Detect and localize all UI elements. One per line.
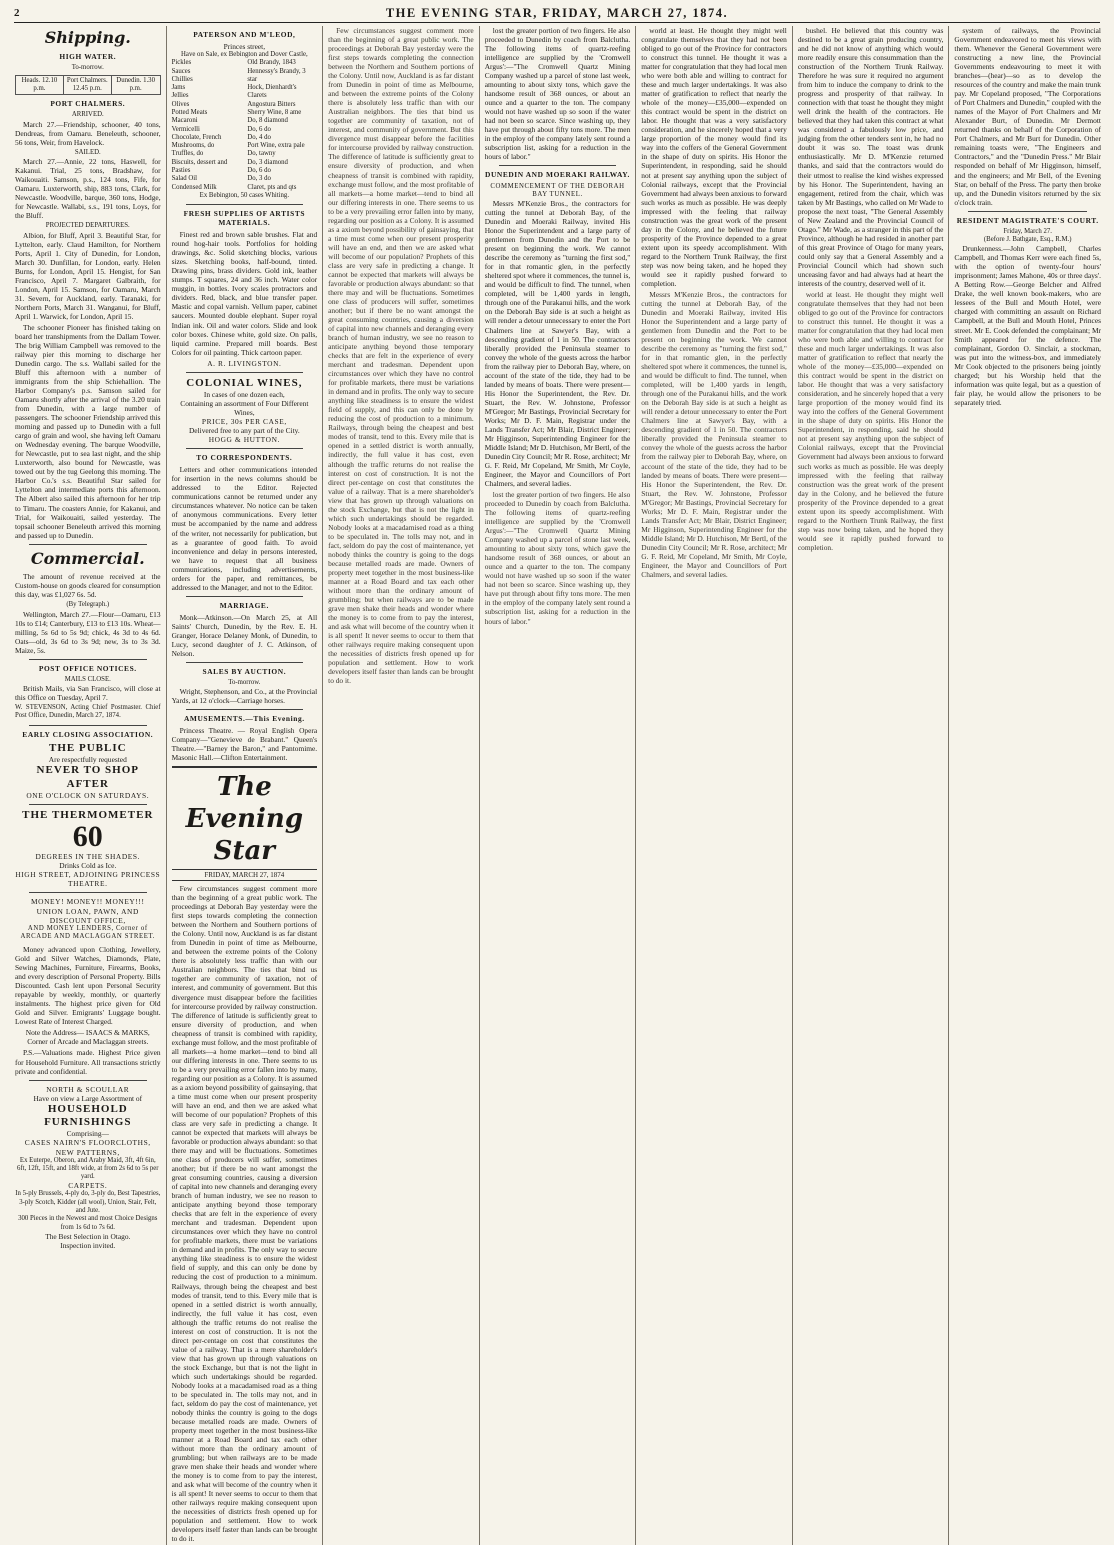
tomorrow-label: To-morrow. [71, 63, 104, 71]
tide-table [15, 75, 161, 96]
list-item: Do, 6 do [247, 125, 271, 133]
arrived-text: March 27.—Friendship, schooner, 40 tons, Dendreas, from Oamaru. Beneleuth, schooner, 56 tons, Weir, from Havelock. [15, 119, 161, 147]
thermometer-ad: THE THERMOMETER 60 DEGREES IN THE SHADES. Drinks Cold as Ice. HIGH STREET, ADJOINING PRINCESS THEATRE. [15, 808, 161, 889]
railway-article: Messrs M'Kenzie Bros., the contractors for cutting the tunnel at Deborah Bay, of the Dunedin and Moeraki Railway, invited His Honor the Superintendent and a large party of gentlemen from Dunedin and the Port to be present on beginning the work. We cannot describe the ceremony as "turning the first sod," for in that romantic glen, in the perfectly sheltered spot where it commences, the tunnel is, and would be difficult to find. The tunnel, when completed, will be 1,400 yards in length, through one of the Purakanui hills, and the work on the Deborah Bay side is at such a height as will render a detour unnecessary to enter the Port Chalmers line at Sawyer's Bay, with a descending gradient of 1 in 50. The contractors liberally provided the Peninsula steamer to convey the whole of the guests across the harbor from the railway pier to Deborah Bay, where, on account of the state of the tide, they had to be landed by means of boats. There were present—His Honor the Superintendent, the Rev. Dr. Stuart, the Rev. W. Johnstone, Professor M'Gregor; Mr Bastings, Provincial Secretary for Works; Mr D. F. Main, Registrar under the Lands Transfer Act; Mr Blair, District Engineer; Mr Higginson, Superintending Engineer for the Middle Island; Mr D. Hutchison, Mr Bertl, of the Dunedin City Council; Mr R. Rose, architect; Mr G. F. Reid, Mr Copeland, Mr Smith, Mr Coyle, Engineer, the Mayor and Councillors of Port Chalmers, and several ladies. [484, 199, 631, 489]
list-item: Angostura Bitters [247, 100, 296, 108]
list-item: Do, 6 do [247, 167, 271, 174]
projected-text: Albion, for Bluff, April 3. Beautiful Star, for Lyttelton, early. Claud Hamilton, for Northern Ports, April 1. City of Dunedin, for London, March 30. Dunfillan, for London, early. Helen Burns, for London, April 15. Hengist, for San Francisco, April 7. Margaret Galbraith, for London, April 15. Samson, for Oamaru, March 31. Severn, for Auckland, early. Taranaki, for Northern Ports, March 31. Wanganui, for Bluff, April 1. Warwick, for London, April 15. [15, 230, 161, 321]
list-item: Sauces [171, 67, 191, 75]
arrived-label: ARRIVED. [71, 111, 104, 119]
column-1: Shipping. HIGH WATER. To-morrow. Heads. 12.10 p.m. Port Chalmers. 12.45 p.m. Dunedin. 1.30 p.m. PORT CHALMERS. ARRIVED. March 27.—Friendship, schooner, 40 tons, Dendreas, from Oamaru. Beneleuth, schooner, 56 tons, Weir, from Havelock. SAILED. March 27.—Annie, 22 tons, Haswell, for Kakanui. Trial, 25 tons, Bradshaw, for Waikouaiti. Samson, p.s., 124 tons, Fife, for Oamaru. Luxterworth, ship, 883 tons, Clark, for Newcastle. Woodville, barque, 360 tons, Hodge, for Newcastle. Wallabi, s.s., 191 tons, Loys, for the Bluff. PROJECTED DEPARTURES. Albion, for Bluff, April 3. Beautiful Star, for Lyttelton, early. Claud Hamilton, for Northern Ports, April 1. City of Dunedin, for London, March 30. Dunfillan, for London, early. Helen Burns, for London, April 15. Hengist, for San Francisco, April 7. Margaret Galbraith, for London, April 15. Samson, for Oamaru, March 31. Severn, for Auckland, early. Taranaki, for Northern Ports, March 31. Wanganui, for Bluff, April 1. Warwick, for London, April 15. The schooner Pioneer has finished taking on board her transhipments from the Dallam Tower. The brig William Campbell was removed to the railway pier this morning to discharge her Dunedin cargo. The s.s. Wallabi sailed for the Bluff this afternoon with a number of immigrants from the ship Schiehallion. The Harbor Company's p.s. Samson sailed for Oamaru shortly after the arrival of the 3.20 train from Dunedin, with a large number of passengers. The schooner Friendship arrived this morning and passed up to Dunedin with a full cargo of grain and wool, she having left Oamaru on Wednesday evening. The barque Woodville, for Newcastle, put to sea last night, and the ship Luxterworth, also bound for Newcastle, was towed out by the tug Geelong this morning. The Harbor Co.'s s.s. Beautiful Star sailed for Lyttelton and intermediate ports this afternoon. The Albert also sailed this afternoon for her trip to Timaru. The coasters Annie, for Kakanui, and Trial, for Waikouaiti, sailed yesterday. The topsail schooner Beneleuth arrived this morning and passed up to Dunedin. Commercial. The amount of revenue received at the Custom-house on goods cleared for consumption this day, was £1,027 6s. 5d. (By Telegraph.) Wellington, March 27.—Flour—Oamaru, £13 10s to £14; Canterbury, £13 to £13 10s. Wheat—milling, 5s 6d to 5s 9d; chick, 4s 3d to 4s 6d. Oats—old, 3s 6d to 3s 9d; new, 3s to 3s 3d. Maize, 5s. POST OFFICE NOTICES. MAILS CLOSE. British Mails, via San Francisco, will close at this Office on Tuesday, April 7. W. STEVENSON, Acting Chief Postmaster. Chief Post Office, Dunedin, March 27, 1874. EARLY CLOSING ASSOCIATION. THE PUBLIC Are respectfully requested NEVER TO SHOP AFTER ONE O'CLOCK ON SATURDAYS. THE THERMOMETER 60 DEGREES IN THE SHADES. Drinks Cold as Ice. HIGH STREET, ADJOINING PRINCESS THEATRE. MONEY! MONEY!! MONEY!!! UNION LOAN, PAWN, AND DISCOUNT OFFICE, AND MONEY LENDERS, Corner of ARCADE AND MACLAGGAN STREET. Money advanced upon Clothing, Jewellery, Gold and Silver Watches, Diamonds, Plate, Sewing Machines, Furniture, Firearms, Books, and every description of Personal Property. Bills Discounted. Cash lent upon Personal Security repayable by weekly, monthly, or quarterly instalments. The highest price given for Old Gold and Silver. Emigrants' Luggage bought. Lowest Rate of Interest Charged. Note the Address— ISAACS & MARKS, Corner of Arcade and Maclaggan streets. P.S.—Valuations made. Highest Price given for Household Furniture. All transactions strictly private and confidential. NORTH & SCOULLAR Have on view a Large Assortment of HOUSEHOLD FURNISHINGS Comprising— CASES NAIRN'S FLOORCLOTHS, NEW PATTERNS, Ex Euterpe, Oberon, and Araby Maid, 3ft, 4ft 6in, 6ft, 12ft, 15ft, and 18ft wide, at from 2s 6d to 5s per yard. CARPETS. In 5-ply Brussels, 4-ply do, 3-ply do, Best Tapestries, 3-ply Scotch, Kidder (all wool), Union, Stair, Felt, and Jute. 300 Pieces in the Newest and most Choice Designs from 1s 6d to 7s 6d. The Best Selection in Otago. Inspection invited. [10, 26, 167, 1545]
sailed-label: SAILED. [74, 148, 101, 156]
list-item: Macaroni [171, 117, 198, 125]
correspondents-body: Letters and other communications intended for insertion in the news columns should be addressed to the Editor. Rejected communications cannot be returned under any circumstances whatever. No notice can be taken of anonymous communications. Every letter must be accompanied by the name and address of the writer, not necessarily for publication, but as a guarantee of good faith. To avoid inconvenience and delay in persons interested, we have to request that all business communications, including advertisements, orders for the paper, and remittances, be addressed to the Manager, and not to the Editor. [171, 465, 318, 592]
correspondents-heading: TO CORRESPONDENTS. [196, 453, 293, 463]
list-item: Sherry Wine, 8 ame [247, 109, 302, 117]
leader-text: Few circumstances suggest comment more than the beginning of a great public work. The proceedings at Deborah Bay yesterday were the first steps towards completing the connection between the Northern and Southern portions of the Colony. Until now, Auckland is as far distant from Dunedin in point of time as Melbourne, and between the extreme points of the Colony there is absolutely less traffic than with our Australian neighbors. The ties that bind us together are community of taxation, not of interest, and community of government. But this divergence must disappear before the facilities for intercourse provided by railway construction. The difference of latitude is sufficiently great to ensure diversity of production, and when cheapness of transit is combined with rapidity, exchange must follow, and the most profitable of all markets—a home market—tend to bind all our differing interests in one. There seems to us to be a very prevailing error fallen into by many, regarding our position as a Colony. It is assumed as a axiom beyond possibility of gainsaying, that a time must come when our present prosperity will have an end, and then we are asked what will become of our population? Prophets of this class are very safe in predicting a change. It cannot be expected that markets will always be favorable or production always abundant: so that there may and will be fluctuations. Sometimes one class of producers will suffer, sometimes another; but if there be no want amongst the great consuming countries, causing a diversion of capital into new channels and deranging every branch of human industry, we see no reason to anticipate anything beyond those temporary checks that are felt in the experience of every merchant and tradesman. Dependent upon circumstances over which they have no control for profitable markets, there must be variations in demand and in profits. The only way to secure anything like steadiness is to ensure the widest field of supply, and this can only be done by reducing the cost of production to a minimum. Railways, through being the cheapest and best modes of transit, tend to this. Every mile that is opened in a settled district is worth annually, indirectly, the full value it has cost, even although the traffic returns do not realise the interest on cost of construction. It is not the direct per-centage on cost that constitutes the value of a railway. That is a mere shareholder's view that has grown up through valuations on the stock Exchange, but that is not the light in which such undertakings should be regarded. Nobody looks at a macadamised road as a thing to be speculated in. The tolls may not, and in fact, seldom do pay the cost of maintenance, yet nobody thinks the country is going to the dogs because metalled roads are made. Owners of property meet together in the most business-like manner at a Road Board and tax each other without more than the ordinary amount of grumbling; but when railways are to be made grave men shake their heads and wonder where the money is to come from to pay the interest, and ask what will become of the country when it is all spent! It never seems to occur to them that other railways require making consequent upon the necessities of districts fresh opened up for population and settlement. How to work developers itself faster than lands can be brought to do it. [171, 884, 318, 1544]
tide-dunedin: Dunedin. 1.30 p.m. [116, 76, 155, 93]
column-4-continued: lost the greater portion of two fingers. He also proceeded to Dunedin by coach from Balclutha. The following items of quartz-reefing intelligence are supplied by the 'Cromwell Argus':—"The Cromwell Quartz Mining Company washed up a parcel of stone last week, amounting to about sixty tons, which gave the handsome result of 368 ounces, or about an ounce and a quarter to the ton. The company would not have washed up so soon if the water had not been so scarce. Since washing up, they have put through about fifty tons more. The men in the employ of the company lately sent round a subscription list, asking for a reduction in the hours of labor." [484, 26, 631, 162]
list-item: Mushrooms, do [171, 142, 215, 150]
telegraph-label: (By Telegraph.) [66, 601, 110, 609]
list-item: Hennessy's Brandy, 3 star [247, 67, 306, 83]
early-closing-ad: EARLY CLOSING ASSOCIATION. THE PUBLIC Are respectfully requested NEVER TO SHOP AFTER ONE O'CLOCK ON SATURDAYS. [15, 730, 161, 800]
list-item: Do, 3 do [247, 175, 271, 183]
leader-text-continued: Few circumstances suggest comment more than the beginning of a great public work. The proceedings at Deborah Bay yesterday were the first steps towards completing the connection between the Northern and Southern portions of the Colony. Until now, Auckland is as far distant from Dunedin in point of time as Melbourne, and between the extreme points of the Colony there is absolutely less traffic than with our Australian neighbors. The ties that bind us together are community of taxation, not of interest, and community of government. But this divergence must disappear before the facilities for intercourse provided by railway construction. The difference of latitude is sufficiently great to ensure diversity of production, and when cheapness of transit is combined with rapidity, exchange must follow, and the most profitable of all markets—a home market—tend to bind all our differing interests in one. There seems to us to be a very prevailing error fallen into by many, regarding our position as a Colony. It is assumed as a axiom beyond possibility of gainsaying, that a time must come when our present prosperity will have an end, and then we are asked what will become of our population? Prophets of this class are very safe in predicting a change. It cannot be expected that markets will always be favorable or production always abundant: so that there may and will be fluctuations. Sometimes one class of producers will suffer, sometimes another; but if there be no want amongst the great consuming countries, causing a diversion of capital into new channels and deranging every branch of human industry, we see no reason to anticipate anything beyond those temporary checks that are felt in the experience of every merchant and tradesman. Dependent upon circumstances over which they have no control for profitable markets, there must be variations in demand and in profits. The only way to secure anything like steadiness is to ensure the widest field of supply, and this can only be done by reducing the cost of production to a minimum. Railways, through being the cheapest and best modes of transit, tend to this. Every mile that is opened in a settled district is worth annually, indirectly, the full value it has cost, even although the traffic returns do not realise the interest on cost of construction. It is not the direct per-centage on cost that constitutes the value of a railway. That is a mere shareholder's view that has grown up through valuations on the stock Exchange, but that is not the light in which such undertakings should be regarded. Nobody looks at a macadamised road as a thing to be speculated in. The tolls may not, and in fact, seldom do pay the cost of maintenance, yet nobody thinks the country is going to the dogs because metalled roads are made. Owners of property meet together in the most business-like manner at a Road Board and tax each other without more than the ordinary amount of grumbling; but when railways are to be made grave men shake their heads and wonder where the money is to come from to pay the interest, and ask what will become of the country when it is all spent! It never seems to occur to them that other railways require making consequent upon the necessities of districts fresh opened up for population and settlement. How to work developers itself faster than lands can be brought to do it. [328, 26, 474, 686]
rm-court-heading: RESIDENT MAGISTRATE'S COURT. [956, 215, 1099, 225]
marriage-body: Monk—Atkinson.—On March 25, at All Saints' Church, Dunedin, by the Rev. E. H. Granger, Horace Delaney Monk, of Dunedin, to Lucy, second daughter of J. C. Atkinson, of Nelson. [171, 612, 318, 658]
list-item: Salad Oil [171, 175, 198, 183]
list-item: Jams [171, 84, 186, 92]
artists-heading: FRESH SUPPLIES OF ARTISTS MATERIALS. [183, 209, 306, 228]
list-item: Do, tawny [247, 150, 276, 158]
list-item: Chillies [171, 75, 193, 83]
column-7: system of railways, the Provincial Government endeavored to meet his views with them. Whenever the General Government were constructing a new line, the Provincial Governments endeavouring to meet it with branches—(hear)—so as to develop the resources of the country and make the main trunk pay. Mr Copeland proposed, "The Corporations of Port Chalmers and Dunedin," coupled with the names of the Mayor of Port Chalmers and Mr Alexander Burt, of Dunedin. Mr Dermott returned thanks on behalf of the Corporation of Port Chalmers, and Mr Burt for Dunedin. Other remaining toasts were, "The Engineers and Contractors," and the "Dunedin Press." Mr Blair responded on behalf of Mr Higginson, himself, and the engineers; and Mr Bell, of the Evening Star, on behalf of the Press. The party then broke up, and the Dunedin visitors returned by the six o'clock train. RESIDENT MAGISTRATE'S COURT. Friday, March 27. (Before J. Bathgate, Esq., R.M.) Drunkenness.—John Campbell, Charles Campbell, and Thomas Kerr were each fined 5s, with the option of twenty-four hours' imprisonment; James Mahone, 40s or three days'. A Betting Row.—George Belcher and Alfred Drake, the well known book-makers, who are lessees of the Bull and Mouth Hotel, were charged with committing an assault on Richard Campbell, at the Bull and Mouth Hotel, Princes street. Mr E. Cook defended the complainant; Mr Smith appeared for the defence. The complainant, Gordon O. Sinclair, a stockman, was put into the witness-box, and immediately Mr Cook objected to the prisoners being jointly charged; but his Worship held that the information was quite legal, but as a question of fair play, he would allow the prisoners to be separately tried. [954, 26, 1101, 407]
list-item: Biscuits, dessert and Pasties [171, 158, 228, 174]
colonial-wines-ad: COLONIAL WINES, In cases of one dozen each, Containing an assortment of Four Different Wines, PRICE, 30s PER CASE, Delivered free to any part of the City. HOGG & HUTTON. [180, 376, 309, 445]
post-office-body: British Mails, via San Francisco, will close at this Office on Tuesday, April 7. [15, 684, 161, 703]
column-4: lost the greater portion of two fingers. He also proceeded to Dunedin by coach from Balclutha. The following items of quartz-reefing intelligence are supplied by the 'Cromwell Argus':—"The Cromwell Quartz Mining Company washed up a parcel of stone last week, amounting to about sixty tons, which gave the handsome result of 368 ounces, or about an ounce and a quarter to the ton. The company would not have washed up so soon if the water had not been so scarce. Since washing up, they have put through about fifty tons more. The men in the employ of the company lately sent round a subscription list, asking for a reduction in the hours of labor." DUNEDIN AND MOERAKI RAILWAY. COMMENCEMENT OF THE DEBORAH BAY TUNNEL. Messrs M'Kenzie Bros., the contractors for cutting the tunnel at Deborah Bay, of the Dunedin and Moeraki Railway, invited His Honor the Superintendent and a large party of gentlemen from Dunedin and the Port to be present on beginning the work. We cannot describe the ceremony as "turning the first sod," for in that romantic glen, in the perfectly sheltered spot where it commences, the tunnel is, and would be difficult to find. The tunnel, when completed, will be 1,400 yards in length, through one of the Purakanui hills, and the work on the Deborah Bay side is at such a height as will render a detour unnecessary to enter the Port Chalmers line at Sawyer's Bay, with a descending gradient of 1 in 50. The contractors liberally provided the Peninsula steamer to convey the whole of the guests across the harbor from the railway pier to Deborah Bay, where, on account of the state of the tide, they had to be landed by means of boats. There were present—His Honor the Superintendent, the Rev. Dr. Stuart, the Rev. W. Johnstone, Professor M'Gregor; Mr Bastings, Provincial Secretary for Works; Mr D. F. Main, Registrar under the Lands Transfer Act; Mr Blair, District Engineer; Mr Higginson, Superintending Engineer for the Middle Island; Mr D. Hutchison, Mr Bertl, of the Dunedin City Council; Mr R. Rose, architect; Mr G. F. Reid, Mr Copeland, Mr Smith, Mr Coyle, Engineer, the Mayor and Councillors of Port Chalmers, and several ladies. lost the greater portion of two fingers. He also proceeded to Dunedin by coach from Balclutha. The following items of quartz-reefing intelligence are supplied by the 'Cromwell Argus':—"The Cromwell Quartz Mining Company washed up a parcel of stone last week, amounting to about sixty tons, which gave the handsome result of 368 ounces, or about an ounce and a quarter to the ton. The company would not have washed up so soon if the water had not been so scarce. Since washing up, they have put through about fifty tons more. The men in the employ of the company lately sent round a subscription list, asking for a reduction in the hours of labor." [480, 26, 637, 1545]
masthead [14, 6, 1100, 23]
shipping-heading: Shipping. [44, 28, 131, 47]
list-item: Truffles, do [171, 150, 204, 158]
list-item: Vermicelli [171, 125, 200, 133]
column-5: world at least. He thought they might well congratulate themselves that they had not been obliged to go out of the Province for contractors to construct this tunnel. He thought it was a matter for congratulation that they had local men who were both able and willing to contract for these and much larger undertakings. It was also matter of gratification to reflect that nearly the whole of the money—£35,000—expended on this contract would be spent in the district on labor. He thought that was a very satisfactory consideration, and he sincerely hoped that a very large proportion of the money would find its way into the coffers of the General Government in the shape of duty on spirits. His Honor the Superintendent, in responding, said he should not at present say anything upon the subject of Colonial railways, except that the Provincial Government had always been anxious to forward such works as much as possible. He was deeply impressed with the feeling that railway construction was the great work of the present day in the Colony, and he believed the future prosperity of the Province depended to a great extent upon its speedy accomplishment. With regard to the Northern Trunk Railway, the first step was now being taken, and he hoped they would see it rapidly pushed forward to completion. Messrs M'Kenzie Bros., the contractors for cutting the tunnel at Deborah Bay, of the Dunedin and Moeraki Railway, invited His Honor the Superintendent and a large party of gentlemen from Dunedin and the Port to be present on beginning the work. We cannot describe the ceremony as "turning the first sod," for in that romantic glen, in the perfectly sheltered spot where it commences, the tunnel is, and would be difficult to find. The tunnel, when completed, will be 1,400 yards in length, through one of the Purakanui hills, and the work on the Deborah Bay side is at such a height as will render a detour unnecessary to enter the Port Chalmers line at Sawyer's Bay, with a descending gradient of 1 in 50. The contractors liberally provided the Peninsula steamer to convey the whole of the guests across the harbor from the railway pier to Deborah Bay, where, on account of the state of the tide, they had to be landed by means of boats. There were present—His Honor the Superintendent, the Rev. Dr. Stuart, the Rev. W. Johnstone, Professor M'Gregor; Mr Bastings, Provincial Secretary for Works; Mr D. F. Main, Registrar under the Lands Transfer Act; Mr Blair, District Engineer; Mr Higginson, Superintending Engineer for the Middle Island; Mr D. Hutchison, Mr Bertl, of the Dunedin City Council; Mr R. Rose, architect; Mr G. F. Reid, Mr Copeland, Mr Smith, Mr Coyle, Engineer, the Mayor and Councillors of Port Chalmers, and several ladies. [636, 26, 793, 1545]
post-office-heading: POST OFFICE NOTICES. [38, 663, 137, 673]
list-item: Hock, Dienhardt's [247, 84, 297, 92]
column-6: bushel. He believed that this country was destined to be a great grain producing country, and he did not know of anything which would more readily ensure this consummation than the construction of the Northern Trunk Railway. Therefore he was sure it required no argument from him to induce the company to drink to the progress and prosperity of that railway. In connection with that toast he thought they might well drink the health of the contractors. He believed that they had taken this contract at what was considered a fabulously low price, and judging from the other tenders sent in, he had no doubt it was so. The toast was drunk enthusiastically. Mr D. M'Kenzie returned thanks, and said that the contractors would do their utmost to realise the kind wishes expressed by his Honor. The Superintendent, having an engagement, retired from the chair, which was taken by Mr Bastings, who called on Mr Wade to propose the next toast, "The General Assembly of New Zealand and the Provincial Council of Otago." Mr Wade, as a stranger in this part of the Province, although he had resided in another part of this great Province of Otago for many years, could only say that a General Assembly and a Provincial Council which had shown such unceasing favor and had always had at heart the interests of the country, deserved well of it. world at least. He thought they might well congratulate themselves that they had not been obliged to go out of the Province for contractors to construct this tunnel. He thought it was a matter for congratulation that they had local men who were both able and willing to contract for these and much larger undertakings. It was also matter of gratification to reflect that nearly the whole of the money—£35,000—expended on this contract would be spent in the district on labor. He thought that was a very satisfactory consideration, and he sincerely hoped that a very large proportion of the money would find its way into the coffers of the General Government in the shape of duty on spirits. His Honor the Superintendent, in responding, said he should not at present say anything upon the subject of Colonial railways, except that the Provincial Government had always been anxious to forward such works as much as possible. He was deeply impressed with the feeling that railway construction was the great work of the present day in the Colony, and he believed the future prosperity of the Province depended to a great extent upon its speedy accomplishment. With regard to the Northern Trunk Railway, the first step was now being taken, and he hoped they would see it rapidly pushed forward to completion. [793, 26, 950, 1545]
projected-label: PROJECTED DEPARTURES. [45, 222, 130, 230]
column-2: PATERSON AND M'LEOD, Princes street, Have on Sale, ex Bebington and Dover Castle, Pickles Sauces Chillies Jams Jellies Olives Potted Meats Macaroni Vermicelli Chocolate, French Mushrooms, do Truffles, do Biscuits, dessert and Pasties Salad Oil Condensed Milk Old Brandy, 1843 Hennessy's Brandy, 3 star Hock, Dienhardt's Clarets Angostura Bitters Sherry Wine, 8 ame Do, 8 diamond Do, 6 do Do, 4 do Port Wine, extra pale Do, tawny Do, 3 diamond Do, 6 do Do, 3 do Claret, pts and qts Ex Bebington, 50 cases Whiting. FRESH SUPPLIES OF ARTISTS MATERIALS. Finest red and brown sable brushes. Flat and round hog-hair tools. Portfolios for holding drawings, &c. Solid sketching blocks, various sizes. Sketching books, half-bound, tinted. Drawing pins, brass dividers. Gold ink, leather stumps. T squares, 24 and 36 inch. Water color muggin, in bottles. Ivory scales protractors and dividers. Red, black, and blue transfer paper. Mastic and copal varnish. Vellum paper, cabinet saucers. Mounted double elephant. Super royal Indian ink. Oil and water colors. Slide and look color boxes. Chinese white, gold size. On palls, liquid carmine. Prepared mill boards. Best Colors for oil painting. Thick cartoon paper. A. R. LIVINGSTON. COLONIAL WINES, In cases of one dozen each, Containing an assortment of Four Different Wines, PRICE, 30s PER CASE, Delivered free to any part of the City. HOGG & HUTTON. TO CORRESPONDENTS. Letters and other communications intended for insertion in the news columns should be addressed to the Editor. Rejected communications cannot be returned under any circumstances whatever. No notice can be taken of anonymous communications. Every letter must be accompanied by the name and address of the writer, not necessarily for publication, but as a guarantee of good faith. To avoid inconvenience and delay in persons interested, we have to request that all business communications, including advertisements, orders for the paper, and remittances, be addressed to the Manager, and not to the Editor. MARRIAGE. Monk—Atkinson.—On March 25, at All Saints' Church, Dunedin, by the Rev. E. H. Granger, Horace Delaney Monk, of Dunedin, to Lucy, second daughter of J. C. Atkinson, of Nelson. SALES BY AUCTION. To-morrow. Wright, Stephenson, and Co., at the Provincial Yards, at 12 o'clock—Carriage horses. AMUSEMENTS.—This Evening. Princess Theatre. — Royal English Opera Company—"Genevieve de Brabant." Queen's Theatre.—"Barney the Baron," and Pantomime. Masonic Hall.—Clifton Entertainment. The Evening Star FRIDAY, MARCH 27, 1874 Few circumstances suggest comment more than the beginning of a great public work. The proceedings at Deborah Bay yesterday were the first steps towards completing the connection between the Northern and Southern portions of the Colony. Until now, Auckland is as far distant from Dunedin in point of time as Melbourne, and between the extreme points of the Colony there is absolutely less traffic than with our Australian neighbors. The ties that bind us together are community of taxation, not of interest, and community of government. But this divergence must disappear before the facilities for intercourse provided by railway construction. The difference of latitude is sufficiently great to ensure diversity of production, and when cheapness of transit is combined with rapidity, exchange must follow, and the most profitable of all markets—a home market—tend to bind all our differing interests in one. There seems to us to be a very prevailing error fallen into by many, regarding our position as a Colony. It is assumed as a axiom beyond possibility of gainsaying, that a time must come when our present prosperity will have an end, and then we are asked what will become of our population? Prophets of this class are very safe in predicting a change. It cannot be expected that markets will always be favorable or production always abundant: so that there may and will be fluctuations. Sometimes one class of producers will suffer, sometimes another; but if there be no want amongst the great consuming countries, causing a diversion of capital into new channels and deranging every branch of human industry, we see no reason to anticipate anything beyond those temporary checks that are felt in the experience of every merchant and tradesman. Dependent upon circumstances over which they have no control for profitable markets, there must be variations in demand and in profits. The only way to secure anything like steadiness is to ensure the widest field of supply, and this can only be done by reducing the cost of production to a minimum. Railways, through being the cheapest and best modes of transit, tend to this. Every mile that is opened in a settled district is worth annually, indirectly, the full value it has cost, even although the traffic returns do not realise the interest on cost of construction. It is not the direct per-centage on cost that constitutes the value of a railway. That is a mere shareholder's view that has grown up through valuations on the stock Exchange, but that is not the light in which such undertakings should be regarded. Nobody looks at a macadamised road as a thing to be speculated in. The tolls may not, and in fact, seldom do pay the cost of maintenance, yet nobody thinks the country is going to the dogs because metalled roads are made. Owners of property meet together in the most business-like manner at a Road Board and tax each other without more than the ordinary amount of grumbling; but when railways are to be made grave men shake their heads and wonder where the money is to come from to pay the interest, and ask what will become of the country when it is all spent! It never seems to occur to them that other railways require making consequent upon the necessities of districts fresh opened up for population and settlement. How to work developers itself faster than lands can be brought to do it. [167, 26, 324, 1545]
commercial-body: The amount of revenue received at the Custom-house on goods cleared for consumption this day, was £1,027 6s. 5d. [15, 572, 161, 600]
list-item: Jellies [171, 92, 189, 100]
masthead-title: THE EVENING STAR, FRIDAY, MARCH 27, 1874. [385, 6, 729, 21]
union-loan-body: Money advanced upon Clothing, Jewellery, Gold and Silver Watches, Diamonds, Plate, Sewing Machines, Furniture, Firearms, Books, and every description of Personal Property. Bills Discounted. Cash lent upon Personal Security repayable by weekly, monthly, or quarterly instalments. The highest price given for Old Gold and Silver. Emigrants' Luggage bought. Lowest Rate of Interest Charged. [15, 945, 161, 1027]
column-3 [323, 26, 480, 1545]
column-6-body: bushel. He believed that this country was destined to be a great grain producing country, and he did not know of anything which would more readily ensure this consummation than the construction of the Northern Trunk Railway. Therefore he was sure it required no argument from him to induce the company to drink to the progress and prosperity of that railway. In connection with that toast he thought they might well drink the health of the contractors. He believed that they had taken this contract at what was considered a fabulously low price, and judging from the other tenders sent in, he had no doubt it was so. The toast was drunk enthusiastically. Mr D. M'Kenzie returned thanks, and said that the contractors would do their utmost to realise the kind wishes expressed by his Honor. The Superintendent, having an engagement, retired from the chair, which was taken by Mr Bastings, who called on Mr Wade to propose the next toast, "The General Assembly of New Zealand and the Provincial Council of Otago." Mr Wade, as a stranger in this part of the Province, although he had resided in another part of this great Province of Otago for many years, could only say that a General Assembly and a Provincial Council which had shown such unceasing favor and had always had at heart the interests of the country, deserved well of it. [797, 26, 944, 288]
tide-heads: Heads. 12.10 p.m. [16, 76, 64, 95]
evening-star-title: The Evening Star [185, 772, 304, 866]
high-water-heading: HIGH WATER. [59, 51, 117, 61]
list-item: Olives [171, 100, 190, 108]
list-item: Port Wine, extra pale [247, 142, 305, 150]
sailed-text: March 27.—Annie, 22 tons, Haswell, for Kakanui. Trial, 25 tons, Bradshaw, for Waikouaiti. Samson, p.s., 124 tons, Fife, for Oamaru. Luxterworth, ship, 883 tons, Clark, for Newcastle. Woodville, barque, 360 tons, Hodge, for Newcastle. Wallabi, s.s., 191 tons, Loys, for the Bluff. [15, 157, 161, 221]
list-item: Clarets [247, 92, 267, 100]
telegraph-text: Wellington, March 27.—Flour—Oamaru, £13 10s to £14; Canterbury, £13 to £13 10s. Wheat—milling, 5s 6d to 5s 9d; chick, 4s 3d to 4s 6d. Oats—old, 3s 6d to 3s 9d; new, 3s to 3s 3d. Maize, 5s. [15, 609, 161, 655]
paterson-list [172, 59, 318, 192]
shipping-news: The schooner Pioneer has finished taking on board her transhipments from the Dallam Tower. The brig William Campbell was removed to the railway pier this morning to discharge her Dunedin cargo. The s.s. Wallabi sailed for the Bluff this afternoon with a number of immigrants from the ship Schiehallion. The Harbor Company's p.s. Samson sailed for Oamaru shortly after the arrival of the 3.20 train from Dunedin, with a large number of passengers. The schooner Friendship arrived this morning and passed up to Dunedin with a full cargo of grain and wool, she having left Oamaru on Wednesday evening. The barque Woodville, for Newcastle, put to sea last night, and the ship Luxterworth, also bound for Newcastle, was towed out by the tug Geelong this morning. The Harbor Co.'s s.s. Beautiful Star sailed for Lyttelton and intermediate ports this afternoon. The Albert also sailed this afternoon for her trip to Timaru. The coasters Annie, for Kakanui, and Trial, for Waikouaiti, sailed yesterday. The topsail schooner Beneleuth arrived this morning and passed up to Dunedin. [15, 322, 161, 540]
mails-label: MAILS CLOSE. [64, 675, 111, 683]
early-closing-heading: EARLY CLOSING ASSOCIATION. [22, 729, 154, 739]
list-item: Condensed Milk [171, 183, 217, 191]
columns [10, 26, 1106, 1544]
artists-body: Finest red and brown sable brushes. Flat and round hog-hair tools. Portfolios for holding drawings, &c. Solid sketching blocks, various sizes. Sketching books, half-bound, tinted. Drawing pins, brass dividers. Gold ink, leather stumps. T squares, 24 and 36 inch. Water color muggin, in bottles. Ivory scales protractors and dividers. Red, black, and blue transfer paper. Mastic and copal varnish. Vellum paper, cabinet saucers. Mounted double elephant. Super royal Indian ink. Oil and water colors. Slide and look color boxes. Chinese white, gold size. On palls, liquid carmine. Prepared mill boards. Best Colors for oil painting. Thick cartoon paper. [171, 230, 318, 357]
paterson-heading: PATERSON AND M'LEOD, [193, 30, 296, 39]
rm-court-body: Drunkenness.—John Campbell, Charles Campbell, and Thomas Kerr were each fined 5s, with the option of twenty-four hours' imprisonment; James Mahone, 40s or three days'. A Betting Row.—George Belcher and Alfred Drake, the well known book-makers, who are lessees of the Bull and Mouth Hotel, were charged with committing an assault on Richard Campbell, at the Bull and Mouth Hotel, Princes street. Mr E. Cook defended the complainant; Mr Smith appeared for the defence. The complainant, Gordon O. Sinclair, a stockman, was put into the witness-box, and immediately Mr Cook objected to the prisoners being jointly charged; but his Worship held that the information was quite legal, but as a question of fair play, he would allow the prisoners to be separately tried. [954, 244, 1101, 407]
dunedin-railway-heading: DUNEDIN AND MOERAKI RAILWAY. [485, 170, 630, 180]
north-scoullar-ad: NORTH & SCOULLAR Have on view a Large Assortment of HOUSEHOLD FURNISHINGS Comprising— CASES NAIRN'S FLOORCLOTHS, NEW PATTERNS, Ex Euterpe, Oberon, and Araby Maid, 3ft, 4ft 6in, 6ft, 12ft, 15ft, and 18ft wide, at from 2s 6d to 5s per yard. CARPETS. In 5-ply Brussels, 4-ply do, 3-ply do, Best Tapestries, 3-ply Scotch, Kidder (all wool), Union, Stair, Felt, and Jute. 300 Pieces in the Newest and most Choice Designs from 1s 6d to 7s 6d. The Best Selection in Otago. Inspection invited. [15, 1084, 161, 1250]
amusements-heading: AMUSEMENTS.—This Evening. [183, 714, 305, 724]
page-number: 2 [14, 7, 20, 20]
commercial-heading: Commercial. [30, 548, 145, 568]
evening-star-date: FRIDAY, MARCH 27, 1874 [172, 869, 318, 882]
list-item: Chocolate, French [171, 133, 222, 141]
list-item: Potted Meats [171, 109, 208, 117]
port-chalmers-heading: PORT CHALMERS. [50, 99, 126, 109]
list-item: Pickles [171, 59, 192, 67]
column-5-body: world at least. He thought they might well congratulate themselves that they had not been obliged to go out of the Province for contractors to construct this tunnel. He thought it was a matter for congratulation that they had local men who were both able and willing to contract for these and much larger undertakings. It was also matter of gratification to reflect that nearly the whole of the money—£35,000—expended on this contract would be spent in the district on labor. He thought that was a very satisfactory consideration, and he sincerely hoped that a very large proportion of the money would find its way into the coffers of the General Government in the shape of duty on spirits. His Honor the Superintendent, in responding, said he should not at present say anything upon the subject of Colonial railways, except that the Provincial Government had always been anxious to forward such works as much as possible. He was deeply impressed with the feeling that railway construction was the great work of the present day in the Colony, and he believed the future prosperity of the Province depended to a great extent upon its speedy accomplishment. With regard to the Northern Trunk Railway, the first step was now being taken, and he hoped they would see it rapidly pushed forward to completion. [641, 26, 787, 288]
union-loan-ad: MONEY! MONEY!! MONEY!!! UNION LOAN, PAWN, AND DISCOUNT OFFICE, AND MONEY LENDERS, Corner of ARCADE AND MACLAGGAN STREET. [20, 897, 156, 940]
marriage-heading: MARRIAGE. [219, 600, 269, 610]
list-item: Do, 3 diamond [247, 158, 288, 166]
deborah-bay-subheading: COMMENCEMENT OF THE DEBORAH BAY TUNNEL. [490, 182, 625, 198]
tide-port-chalmers: Port Chalmers. 12.45 p.m. [64, 76, 112, 95]
thermometer-value: 60 [72, 820, 103, 854]
list-item: Do, 4 do [247, 133, 271, 141]
list-item: Do, 8 diamond [247, 117, 288, 125]
list-item: Old Brandy, 1843 [247, 59, 296, 67]
sales-heading: SALES BY AUCTION. [202, 666, 287, 676]
column-7-body: system of railways, the Provincial Government endeavored to meet his views with them. Whenever the General Government were constructing a new line, the Provincial Governments endeavouring to meet it with branches—(hear)—so as to develop the resources of the country and make the main trunk pay. Mr Copeland proposed, "The Corporations of Port Chalmers and Dunedin," coupled with the names of the Mayor of Port Chalmers and Mr Alexander Burt, of Dunedin. Mr Dermott returned thanks on behalf of the Corporation of Port Chalmers, and Mr Burt for Dunedin. Other remaining toasts were, "The Engineers and Contractors," and the "Dunedin Press." Mr Blair responded on behalf of Mr Higginson, himself, and the engineers; and Mr Bell, of the Evening Star, on behalf of the Press. The party then broke up, and the Dunedin visitors returned by the six o'clock train. [954, 26, 1101, 207]
post-office-signed: W. STEVENSON, Acting Chief Postmaster. Chief Post Office, Dunedin, March 27, 1874. [15, 704, 161, 720]
list-item: Claret, pts and qts [247, 183, 297, 191]
